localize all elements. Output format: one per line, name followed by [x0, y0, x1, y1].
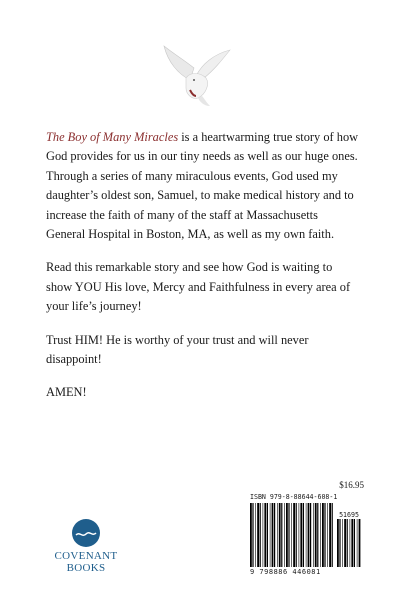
blurb-paragraph-1-text: is a heartwarming true story of how God provides for us in our tiny needs as well as our huge ones. Through a series of many miraculous events, God used my daughter’s oldest son, Samuel, to make medical history and to increase the faith of many of the staff at Massachusetts General Hospital in Boston, MA, as well as my own faith. — [46, 130, 359, 242]
barcode-bar — [274, 503, 275, 567]
barcode-bar — [252, 503, 253, 567]
blurb-paragraph-1 — [46, 128, 360, 244]
barcode-bar — [296, 503, 297, 567]
blurb-paragraph-3: Trust HIM! He is worthy of your trust and will never disappoint! — [46, 332, 309, 367]
barcode-bar — [327, 503, 328, 567]
barcode-bar — [257, 503, 259, 567]
barcode-bar — [317, 503, 318, 567]
barcode-bar — [315, 503, 317, 567]
barcode-bar — [306, 503, 307, 567]
barcode-bar — [322, 503, 324, 567]
barcode-bar — [308, 503, 310, 567]
supplement-number: 51695 — [339, 511, 359, 519]
barcode-bar — [291, 503, 292, 567]
barcode-bar — [264, 503, 266, 567]
barcode-bar — [342, 519, 343, 567]
barcode-bar — [263, 503, 264, 567]
barcode-bar — [286, 503, 288, 567]
dove-icon — [160, 40, 232, 108]
barcode-bar — [339, 519, 340, 567]
barcode-bar — [350, 519, 351, 567]
barcode-bar — [293, 503, 295, 567]
blurb-paragraph-2: Read this remarkable story and see how God is waiting to show YOU His love, Mercy and Faithfulness in every area of your life’s journey! — [46, 260, 351, 314]
publisher-name: COVENANT BOOKS — [54, 550, 118, 574]
barcode-bar — [337, 519, 339, 567]
price-label: $16.95 — [339, 480, 364, 490]
barcode-bar — [299, 503, 300, 567]
barcode-bar — [255, 503, 256, 567]
barcode-bar — [250, 503, 252, 567]
barcode-bar — [344, 519, 346, 567]
barcode-bar — [310, 503, 311, 567]
barcode-bar — [332, 503, 333, 567]
barcode-bar — [347, 519, 348, 567]
barcode-bar — [320, 503, 321, 567]
barcode-bar — [313, 503, 314, 567]
barcode-supplement — [337, 519, 361, 567]
barcode-bar — [270, 503, 271, 567]
barcode-bar — [300, 503, 302, 567]
barcode-bar — [260, 503, 261, 567]
ean-number: 9 798886 446081 — [250, 568, 321, 576]
isbn-label: ISBN 979-8-88644-608-1 — [250, 493, 338, 501]
book-title: The Boy of Many Miracles — [46, 130, 179, 144]
barcode-bar — [354, 519, 355, 567]
back-cover-blurb — [46, 128, 360, 417]
barcode-main — [250, 503, 334, 567]
barcode-bar — [351, 519, 353, 567]
barcode-bar — [272, 503, 274, 567]
barcode-bar — [357, 519, 358, 567]
publisher-logo — [36, 518, 136, 574]
barcode-bar — [284, 503, 285, 567]
barcode-bar — [281, 503, 282, 567]
barcode-bar — [277, 503, 278, 567]
covenant-logo-icon — [71, 518, 101, 548]
barcode-bar — [359, 519, 361, 567]
barcode-bar — [288, 503, 289, 567]
barcode-bar — [279, 503, 281, 567]
blurb-paragraph-4: AMEN! — [46, 385, 87, 400]
barcode-bar — [303, 503, 304, 567]
barcode-block — [250, 480, 364, 576]
barcode-bar — [324, 503, 325, 567]
barcode-bar — [329, 503, 331, 567]
barcode-bar — [267, 503, 268, 567]
